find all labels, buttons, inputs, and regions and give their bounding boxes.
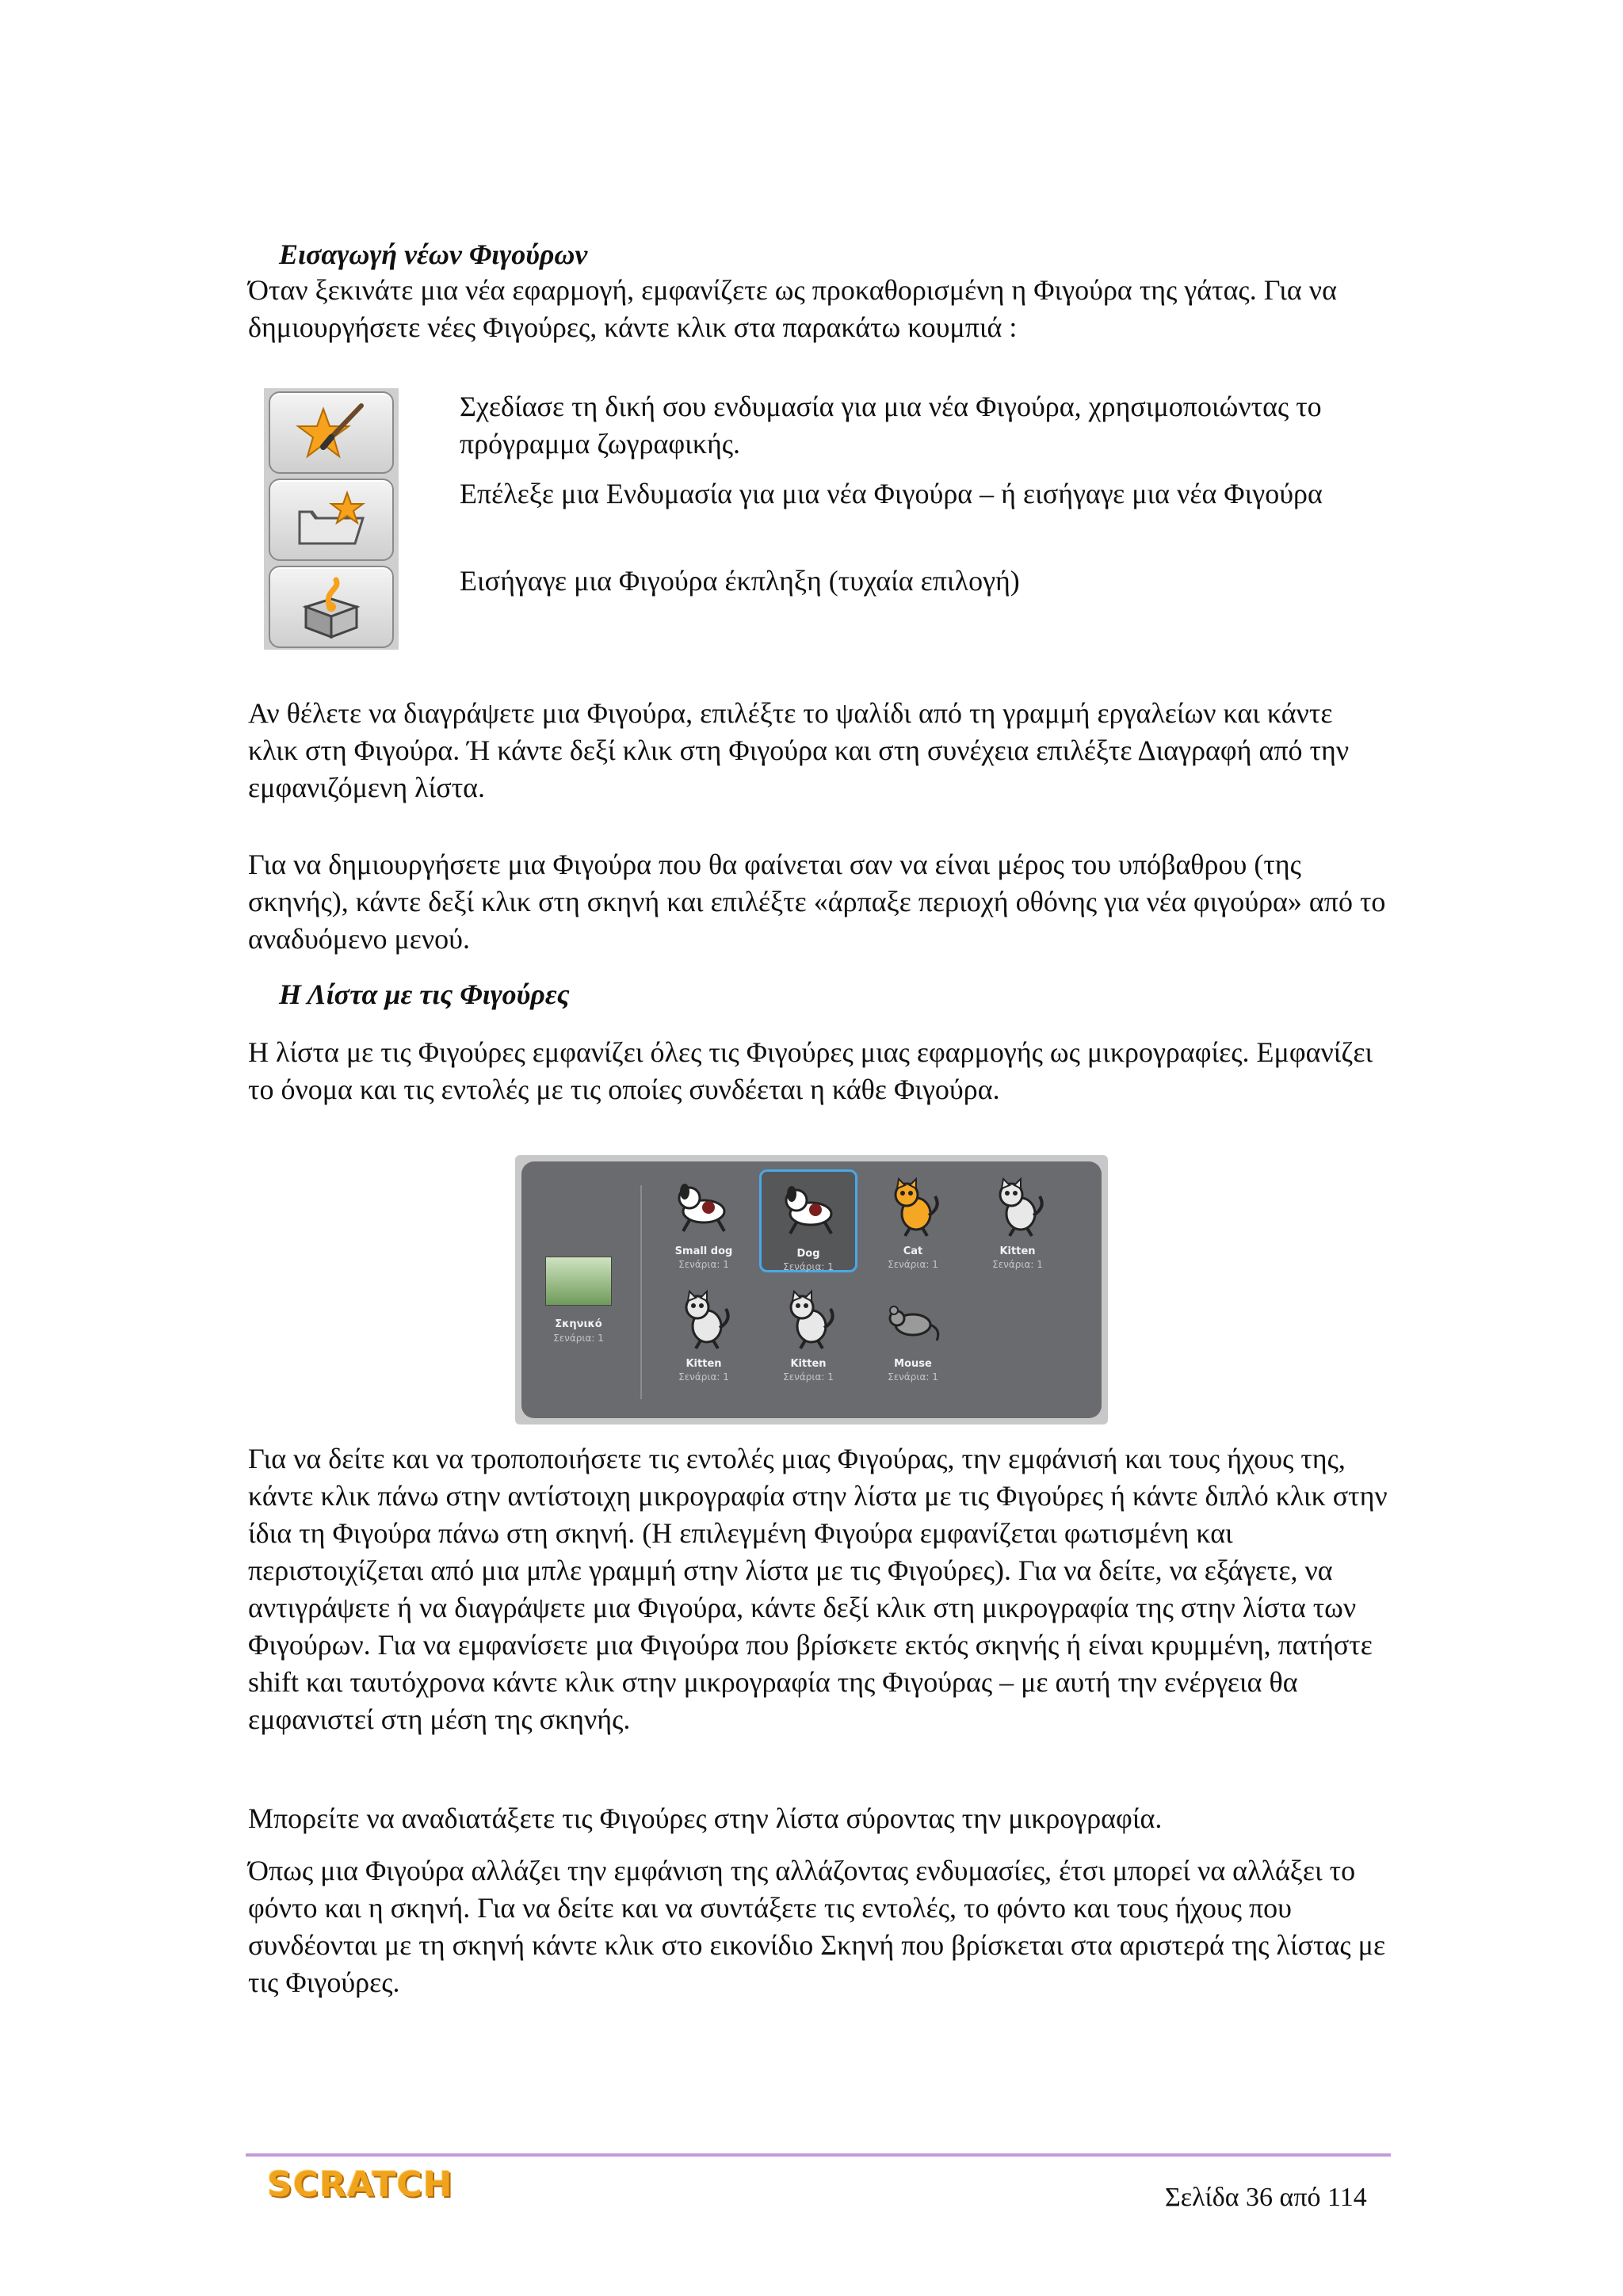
sprite-scripts-count: Σενάρια: 1: [992, 1259, 1043, 1270]
new-sprite-buttons: [264, 388, 399, 650]
sprite-edit-paragraph: Για να δείτε και να τροποποιήσετε τις εντολές μιας Φιγούρας, την εμφάνισή και τους ήχους της, κάντε κλικ πάνω στην αντίστοιχη μικρογραφία στην λίστα με τις Φιγούρες ή κάντε διπλό κλικ στην ίδια τη Φιγούρα πάνω στη σκηνή. (Η επιλεγμένη Φιγούρα εμφανίζεται φωτισμένη και περιστοιχίζεται από μια μπλε γραμμή στην λίστα με τις Φιγούρες). Για να δείτε, να εξάγετε, να αντιγράψετε ή να διαγράψετε μια Φιγούρα, κάντε δεξί κλικ στη μικρογραφία της στην λίστα των Φιγούρων. Για να εμφανίσετε μια Φιγούρα που βρίσκετε εκτός σκηνής ή είναι κρυμμένη, πατήστε shift και ταυτόχρονα κάντε κλικ στην μικρογραφία της Φιγούρας – με αυτή την ενέργεια θα εμφανιστεί στη μέση της σκηνής.: [248, 1443, 1388, 1735]
cat-sprite-icon: [986, 1176, 1049, 1239]
surprise-sprite-description: Εισήγαγε μια Φιγούρα έκπληξη (τυχαία επιλογή): [460, 565, 1020, 597]
sprite-thumbnail[interactable]: [864, 1169, 962, 1272]
choose-sprite-from-file-button[interactable]: [269, 479, 394, 561]
stage-name: Σκηνικό: [555, 1318, 602, 1330]
sprite-thumbnail[interactable]: [968, 1169, 1067, 1272]
sprite-list-panel: [515, 1155, 1108, 1425]
paint-new-sprite-description: Σχεδίασε τη δική σου ενδυμασία για μια νέα Φιγούρα, χρησιμοποιώντας το πρόγραμμα ζωγραφικής.: [460, 391, 1322, 460]
sprite-name: Small dog: [674, 1245, 733, 1257]
sprite-scripts-count: Σενάρια: 1: [678, 1371, 729, 1383]
sprite-list-area: [521, 1161, 1102, 1418]
stage-scripts-count: Σενάρια: 1: [553, 1333, 604, 1344]
sprite-name: Kitten: [999, 1245, 1036, 1257]
sprite-scripts-count: Σενάρια: 1: [783, 1371, 834, 1383]
mouse-sprite-icon: [881, 1288, 945, 1352]
page-number: Σελίδα 36 από 114: [1165, 2183, 1367, 2212]
stage-paragraph: Όπως μια Φιγούρα αλλάζει την εμφάνιση της αλλάζοντας ενδυμασίες, έτσι μπορεί να αλλάξει το φόντο και η σκηνή. Για να δείτε και να συντάξετε τις εντολές, το φόντο και τους ήχους που συνδέονται με τη σκηνή κάντε κλικ στο εικονίδιο Σκηνή που βρίσκεται στα αριστερά της λίστας με τις Φιγούρες.: [248, 1855, 1386, 1998]
section-heading-new-sprites: Εισαγωγή νέων Φιγούρων: [279, 238, 588, 270]
dog-sprite-icon: [672, 1176, 735, 1239]
folder-new-sprite-description: Επέλεξε μια Ενδυμασία για μια νέα Φιγούρα – ή εισήγαγε μια νέα Φιγούρα: [460, 478, 1323, 509]
sprite-thumbnail[interactable]: [655, 1282, 753, 1385]
sprite-thumbnail[interactable]: [864, 1282, 962, 1385]
sprite-list-intro-paragraph: Η λίστα με τις Φιγούρες εμφανίζει όλες τις Φιγούρες μιας εφαρμογής ως μικρογραφίες. Εμφανίζει το όνομα και τις εντολές με τις οποίες συνδέεται η κάθε Φιγούρα.: [248, 1036, 1373, 1105]
cat-sprite-icon: [672, 1288, 735, 1352]
cat-sprite-icon: [777, 1288, 840, 1352]
sprite-name: Dog: [796, 1248, 820, 1260]
scratch-logo: SCRATCH: [267, 2164, 453, 2205]
footer-divider: [246, 2153, 1391, 2157]
cat-sprite-icon: [881, 1176, 945, 1239]
reorder-paragraph: Μπορείτε να αναδιατάξετε τις Φιγούρες στην λίστα σύροντας την μικρογραφία.: [248, 1802, 1163, 1834]
paint-new-sprite-button[interactable]: [269, 391, 394, 474]
sprite-name: Mouse: [894, 1358, 932, 1370]
surprise-sprite-button[interactable]: [269, 566, 394, 648]
intro-paragraph: Όταν ξεκινάτε μια νέα εφαρμογή, εμφανίζετε ως προκαθορισμένη η Φιγούρα της γάτας. Για να δημιουργήσετε νέες Φιγούρες, κάντε κλικ στα παρακάτω κουμπιά :: [248, 274, 1337, 343]
sprite-thumbnail[interactable]: [759, 1169, 857, 1272]
sprite-name: Kitten: [685, 1358, 722, 1370]
section-heading-sprite-list: Η Λίστα με τις Φιγούρες: [279, 978, 570, 1010]
sprite-name: Kitten: [790, 1358, 827, 1370]
sprite-scripts-count: Σενάρια: 1: [888, 1371, 938, 1383]
dog-sprite-icon: [779, 1178, 842, 1241]
surprise-sprite-icon: [292, 575, 371, 639]
paint-new-sprite-icon: [292, 401, 371, 464]
sprite-thumbnail[interactable]: [655, 1169, 753, 1272]
background-sprite-paragraph: Για να δημιουργήσετε μια Φιγούρα που θα φαίνεται σαν να είναι μέρος του υπόβαθρου (της σκηνής), κάντε δεξί κλικ στη σκηνή και επιλέξτε «άρπαξε περιοχή οθόνης για νέα φιγούρα» από το αναδυόμενο μενού.: [248, 849, 1386, 955]
sprite-name: Cat: [903, 1245, 923, 1257]
sprite-thumbnail[interactable]: [759, 1282, 857, 1385]
stage-thumbnail[interactable]: [545, 1257, 612, 1306]
sprite-scripts-count: Σενάρια: 1: [678, 1259, 729, 1270]
panel-divider: [640, 1185, 642, 1399]
sprite-scripts-count: Σενάρια: 1: [888, 1259, 938, 1270]
folder-new-sprite-icon: [292, 488, 371, 551]
sprite-scripts-count: Σενάρια: 1: [783, 1261, 834, 1272]
delete-sprite-paragraph: Αν θέλετε να διαγράψετε μια Φιγούρα, επιλέξτε το ψαλίδι από τη γραμμή εργαλείων και κάντε κλικ στη Φιγούρα. Ή κάντε δεξί κλικ στη Φιγούρα και στη συνέχεια επιλέξτε Διαγραφή από την εμφανιζόμενη λίστα.: [248, 697, 1350, 803]
